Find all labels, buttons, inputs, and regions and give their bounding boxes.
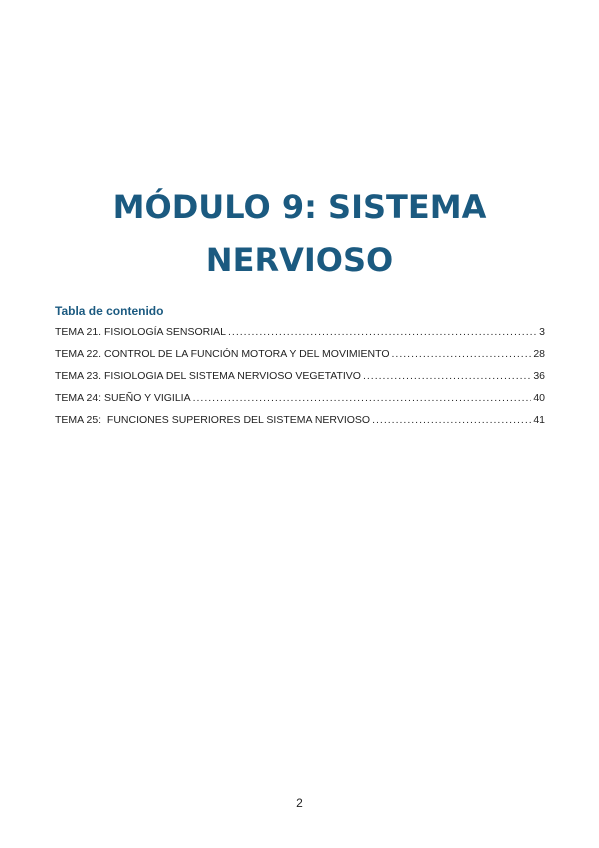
toc-entry-tema-21[interactable] — [55, 321, 545, 343]
toc-entry-label: TEMA 24: SUEÑO Y VIGILIA — [55, 392, 191, 404]
page-number: 2 — [296, 796, 303, 810]
toc-entry-label: TEMA 25: FUNCIONES SUPERIORES DEL SISTEMA NERVIOSO — [55, 414, 371, 426]
toc-entry-label: TEMA 22. CONTROL DE LA FUNCIÓN MOTORA Y DEL MOVIMIENTO — [55, 348, 390, 360]
toc-entry-tema-24[interactable] — [55, 387, 545, 409]
module-title-line-2: NERVIOSO — [205, 241, 394, 280]
toc-dot-leader — [372, 409, 531, 431]
module-title-line-1: MÓDULO 9: SISTEMA — [112, 188, 487, 227]
toc-dot-leader — [392, 343, 532, 365]
toc-dot-leader — [228, 321, 537, 343]
toc-entry-page: 40 — [533, 392, 545, 404]
toc-entry-label: TEMA 23. FISIOLOGIA DEL SISTEMA NERVIOSO VEGETATIVO — [55, 370, 361, 382]
toc-entry-page: 3 — [539, 326, 545, 338]
toc-dot-leader — [363, 365, 531, 387]
toc-entry-page: 41 — [533, 414, 545, 426]
toc-dot-leader — [193, 387, 532, 409]
toc-entry-page: 28 — [533, 348, 545, 360]
toc-entry-label: TEMA 21. FISIOLOGÍA SENSORIAL — [55, 326, 226, 338]
toc-entry-tema-22[interactable] — [55, 343, 545, 365]
module-title — [80, 181, 519, 287]
toc-entry-tema-25[interactable] — [55, 409, 545, 431]
table-of-contents — [55, 303, 545, 431]
toc-entry-page: 36 — [533, 370, 545, 382]
toc-heading: Tabla de contenido — [55, 304, 164, 318]
toc-entry-tema-23[interactable] — [55, 365, 545, 387]
